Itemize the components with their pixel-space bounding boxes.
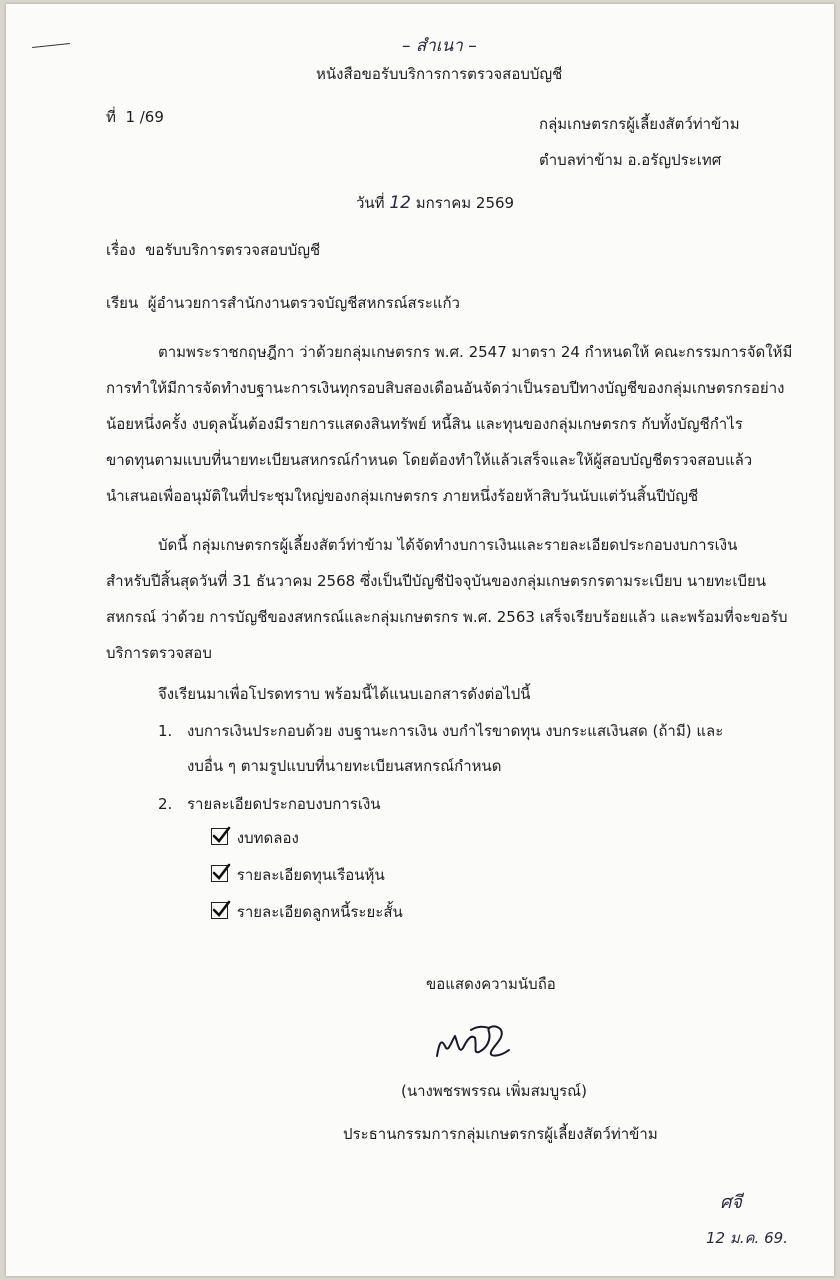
receipt-date: 12 ม.ค. 69. <box>706 1229 788 1247</box>
paragraph-line: สหกรณ์ ว่าด้วย การบัญชีของสหกรณ์และกลุ่มเกษตรกร พ.ศ. 2563 เสร็จเรียบร้อยแล้ว และพร้อมที่จะขอรับ <box>106 608 788 626</box>
recipient-text: ผู้อำนวยการสำนักงานตรวจบัญชีสหกรณ์สระแก้ว <box>147 294 460 312</box>
letter-title: หนังสือขอรับบริการการตรวจสอบบัญชี <box>316 65 563 83</box>
paragraph-line: บัดนี้ กลุ่มเกษตรกรผู้เลี้ยงสัตว์ท่าข้าม ได้จัดทำงบการเงินและรายละเอียดประกอบงบการเงิน <box>158 536 738 554</box>
attachment-2-line1: รายละเอียดประกอบงบการเงิน <box>187 795 381 813</box>
paragraph-line: น้อยหนึ่งครั้ง งบดุลนั้นต้องมีรายการแสดงสินทรัพย์ หนี้สิน และทุนของกลุ่มเกษตรกร กับทั้งบัญชีกำไร <box>106 415 743 433</box>
copy-handwritten-note: – สำเนา – <box>402 36 477 56</box>
checklist-item-label: รายละเอียดทุนเรือนหุ้น <box>236 866 385 884</box>
subject-text: ขอรับบริการตรวจสอบบัญชี <box>145 241 321 259</box>
letter-date <box>356 193 514 213</box>
date-day: 12 <box>389 193 411 213</box>
signatory-name: (นางพชรพรรณ เพิ่มสมบูรณ์) <box>401 1082 587 1100</box>
receipt-initials: ศจี <box>720 1192 742 1213</box>
pen-stroke-mark <box>32 43 70 48</box>
paragraph-line: นำเสนอเพื่ออนุมัติในที่ประชุมใหญ่ของกลุ่มเกษตรกร ภายหนึ่งร้อยห้าสิบวันนับแต่วันสิ้นปีบัญชี <box>106 487 699 505</box>
date-month-year: มกราคม 2569 <box>415 194 515 212</box>
body-paragraph-1 <box>106 342 793 522</box>
signatory-position: ประธานกรรมการกลุ่มเกษตรกรผู้เลี้ยงสัตว์ท่าข้าม <box>343 1125 658 1143</box>
reference-value: 1 /69 <box>125 108 164 126</box>
attachment-1-number: 1. <box>158 722 173 740</box>
checklist-item-label: รายละเอียดลูกหนี้ระยะสั้น <box>236 903 403 921</box>
attachment-1-line2: งบอื่น ๆ ตามรูปแบบที่นายทะเบียนสหกรณ์กำหนด <box>187 757 502 775</box>
recipient-line <box>106 293 460 313</box>
checklist-item <box>211 865 385 885</box>
paragraph-line: สำหรับปีสิ้นสุดวันที่ 31 ธันวาคม 2568 ซึ่งเป็นปีบัญชีปัจจุบันของกลุ่มเกษตรกรตามระเบียบ นายทะเบียน <box>106 572 767 590</box>
sender-address-line1: กลุ่มเกษตรกรผู้เลี้ยงสัตว์ท่าข้าม <box>539 115 740 133</box>
reference-label: ที่ <box>106 108 116 126</box>
checklist-item-label: งบทดลอง <box>236 829 299 847</box>
paragraph-line: ตามพระราชกฤษฎีกา ว่าด้วยกลุ่มเกษตรกร พ.ศ. 2547 มาตรา 24 กำหนดให้ คณะกรรมการจัดให้มี <box>158 343 793 361</box>
body-paragraph-2 <box>106 535 788 679</box>
body-paragraph-3: จึงเรียนมาเพื่อโปรดทราบ พร้อมนี้ได้แนบเอกสารดังต่อไปนี้ <box>158 685 531 703</box>
checkbox-checked-icon <box>211 865 228 882</box>
sender-address-line2: ตำบลท่าข้าม อ.อรัญประเทศ <box>539 151 722 169</box>
closing-salutation: ขอแสดงความนับถือ <box>426 975 556 993</box>
reference-number <box>106 107 164 127</box>
paragraph-line: บริการตรวจสอบ <box>106 644 212 662</box>
checkbox-checked-icon <box>211 828 228 845</box>
attachment-2-number: 2. <box>158 795 173 813</box>
paragraph-line: ขาดทุนตามแบบที่นายทะเบียนสหกรณ์กำหนด โดยต้องทำให้แล้วเสร็จและให้ผู้สอบบัญชีตรวจสอบแล้ว <box>106 451 753 469</box>
attachment-1-line1: งบการเงินประกอบด้วย งบฐานะการเงิน งบกำไรขาดทุน งบกระแสเงินสด (ถ้ามี) และ <box>187 722 724 740</box>
checklist-item <box>211 902 403 922</box>
letter-page <box>6 4 834 1276</box>
paragraph-line: การทำให้มีการจัดทำงบฐานะการเงินทุกรอบสิบสองเดือนอันจัดว่าเป็นรอบปีทางบัญชีของกลุ่มเกษตรกรอย่าง <box>106 379 785 397</box>
subject-label: เรื่อง <box>106 241 136 259</box>
recipient-label: เรียน <box>106 294 139 312</box>
date-prefix: วันที่ <box>356 194 385 212</box>
checklist-item <box>211 828 299 848</box>
handwritten-signature <box>431 1016 521 1066</box>
checkbox-checked-icon <box>211 902 228 919</box>
subject-line <box>106 240 320 260</box>
